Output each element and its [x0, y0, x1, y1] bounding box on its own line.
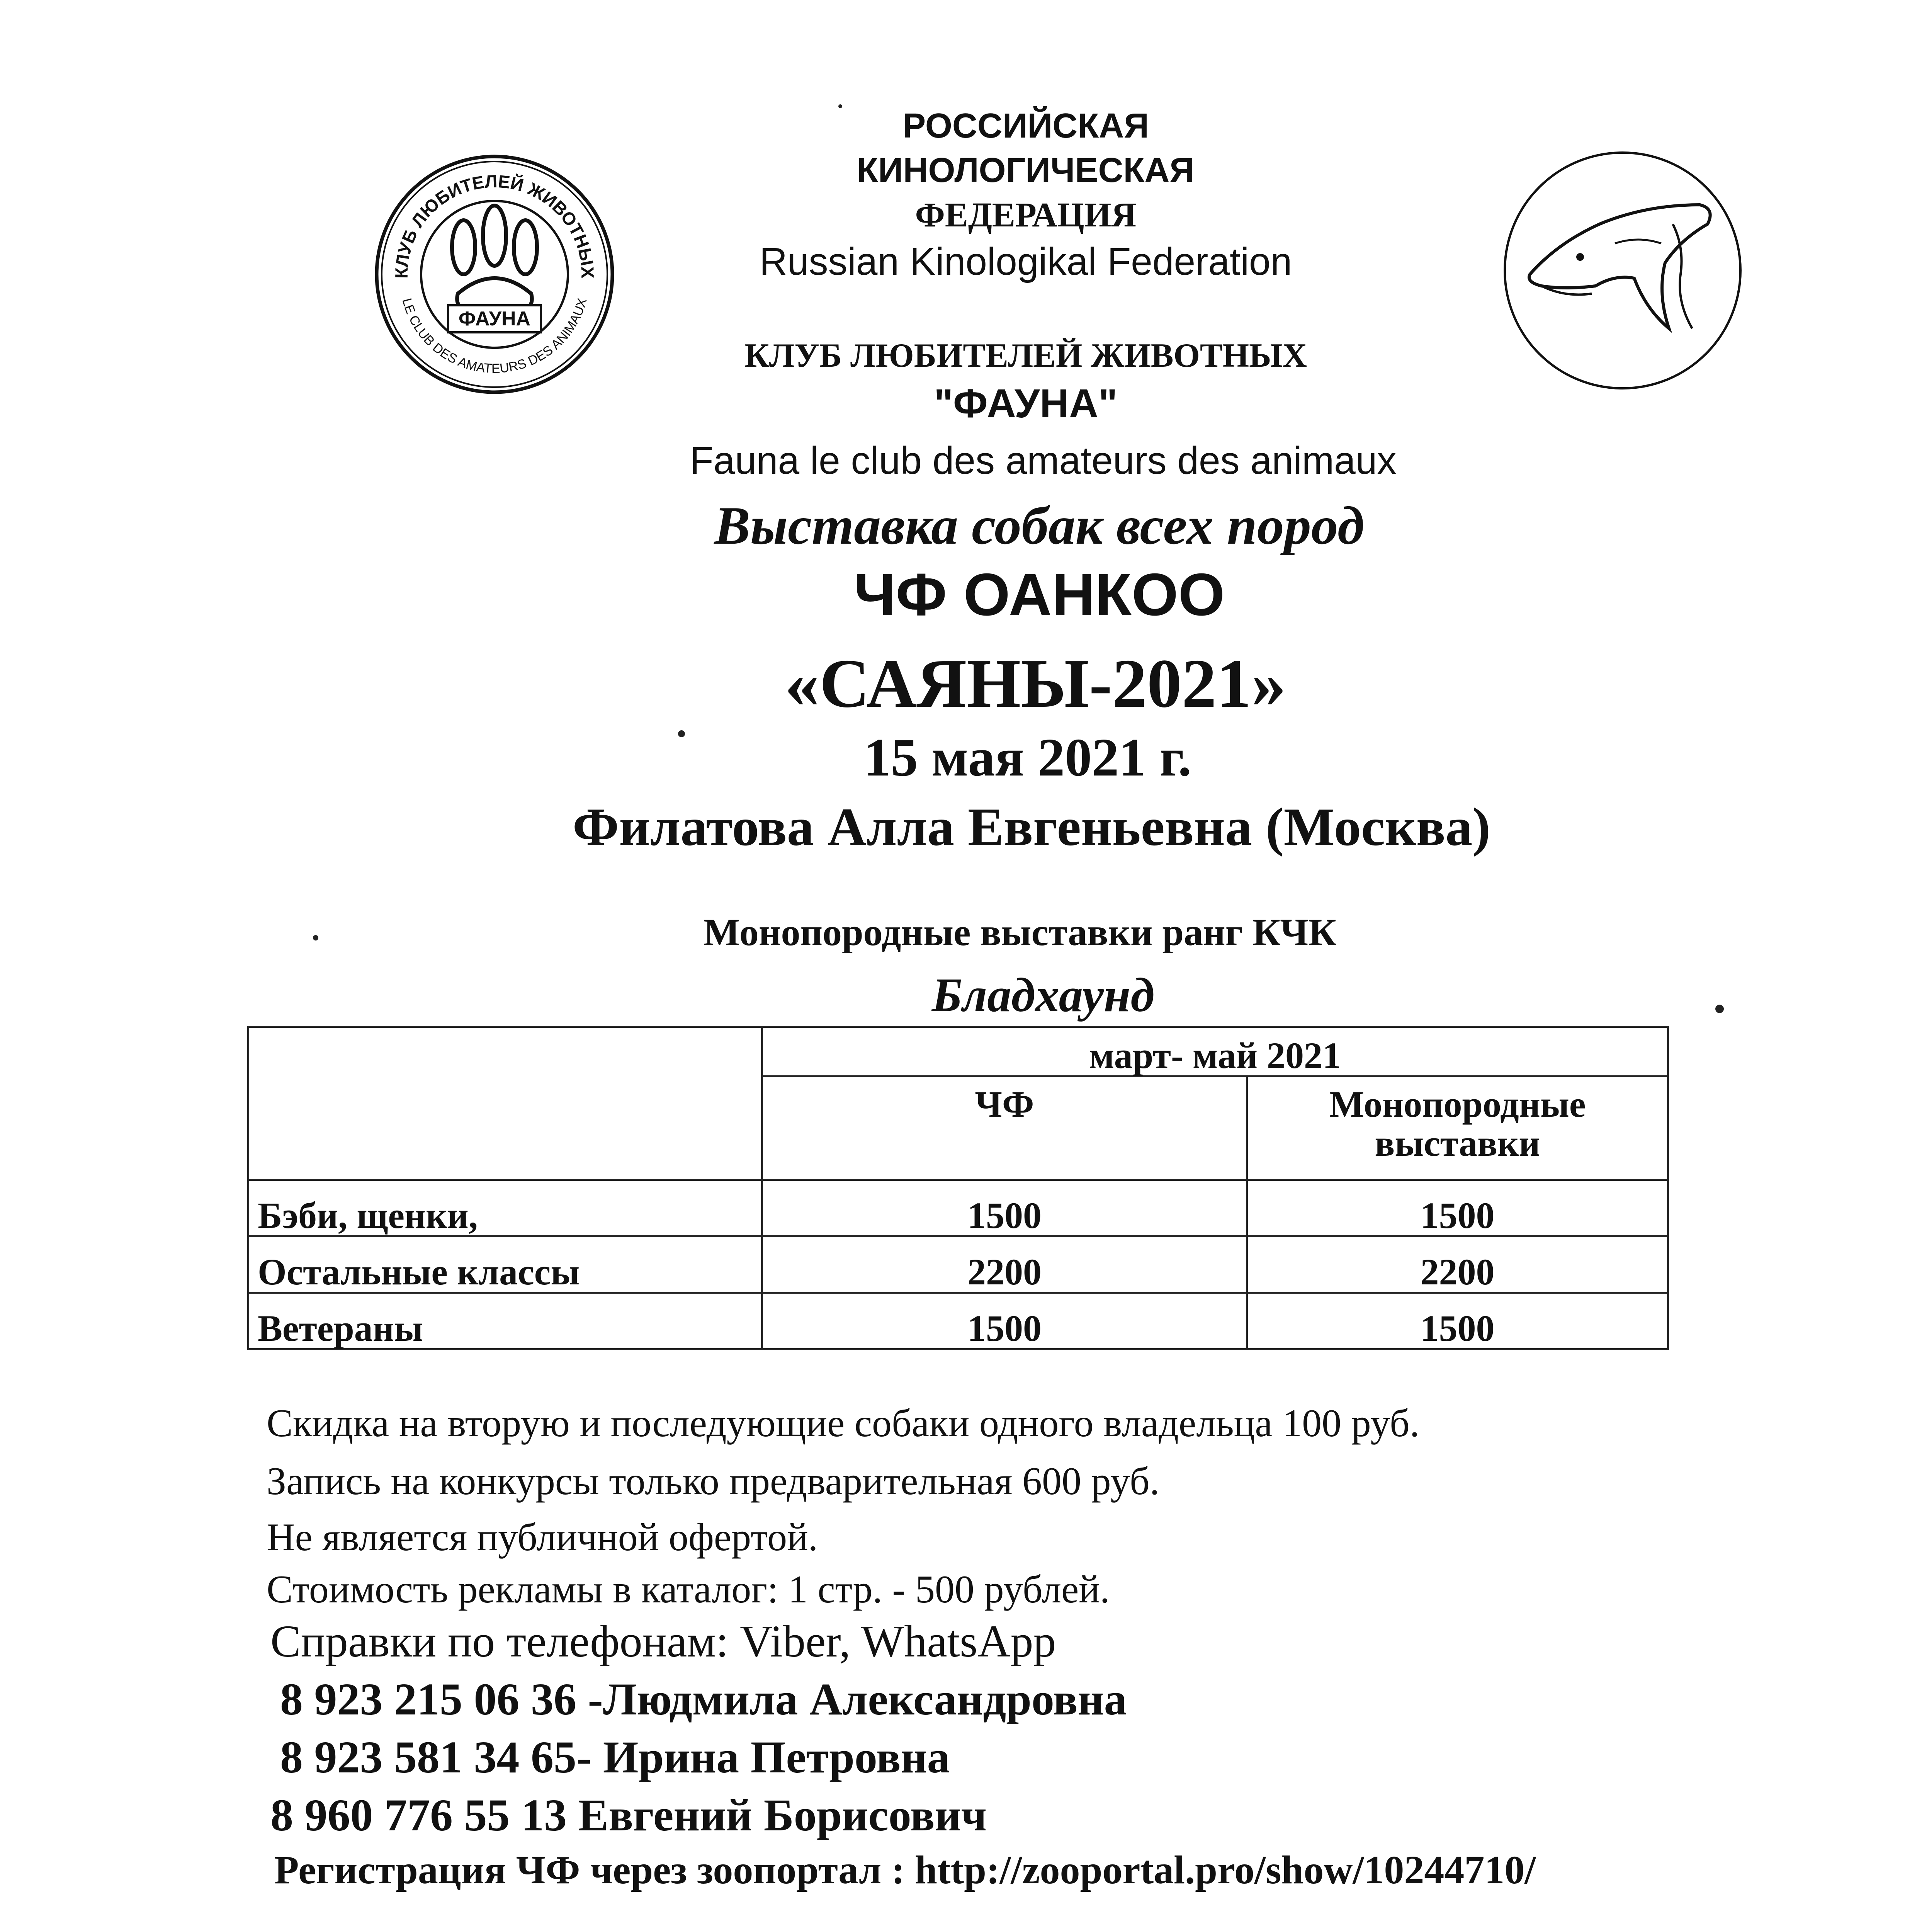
org-line-2: КИНОЛОГИЧЕСКАЯ: [857, 151, 1195, 190]
phone-contact-1: 8 923 215 06 36 -Людмила Александровна: [280, 1674, 1127, 1725]
event-subtitle: Выставка собак всех пород: [714, 496, 1365, 556]
svg-text:ФАУНА: ФАУНА: [458, 308, 531, 330]
event-date: 15 мая 2021 г.: [864, 728, 1191, 787]
event-rank: ЧФ ОАНКОО: [853, 561, 1225, 628]
col-header-cf: ЧФ: [762, 1077, 1247, 1180]
rkf-dog-logo: [1499, 147, 1746, 394]
row-label: Бэби, щенки,: [248, 1180, 762, 1236]
breed-name: Бладхаунд: [931, 969, 1155, 1022]
table-corner-cell: [248, 1027, 762, 1180]
club-french-name: Fauna le club des amateurs des animaux: [690, 439, 1397, 482]
event-judge: Филатова Алла Евгеньевна (Москва): [573, 797, 1490, 857]
fee-mono: 1500: [1247, 1293, 1668, 1349]
scan-speck: [1715, 1005, 1724, 1013]
fee-cf: 1500: [762, 1293, 1247, 1349]
event-name: «САЯНЫ-2021»: [785, 645, 1286, 722]
svg-text:LE CLUB DES AMATEURS DES ANIMA: LE CLUB DES AMATEURS DES ANIMAUX: [399, 296, 590, 376]
fee-period-header: март- май 2021: [762, 1027, 1668, 1077]
table-row: [248, 1236, 1668, 1293]
paw-print-icon: [371, 151, 618, 398]
org-english-name: Russian Kinologikal Federation: [759, 240, 1292, 283]
col-header-mono-line2: выставки: [1375, 1122, 1540, 1164]
scan-speck: [313, 935, 318, 940]
fee-cf: 1500: [762, 1180, 1247, 1236]
borzoi-dog-head-icon: [1499, 147, 1746, 394]
fee-cf: 2200: [762, 1236, 1247, 1293]
row-label: Ветераны: [248, 1293, 762, 1349]
phone-contact-3: 8 960 776 55 13 Евгений Борисович: [270, 1790, 987, 1840]
row-label: Остальные классы: [248, 1236, 762, 1293]
col-header-mono: [1247, 1077, 1668, 1180]
table-row: [248, 1293, 1668, 1349]
club-title: КЛУБ ЛЮБИТЕЛЕЙ ЖИВОТНЫХ: [744, 337, 1307, 374]
scan-speck: [678, 730, 685, 737]
fauna-club-logo: [371, 151, 618, 398]
ads-price-note: Стоимость рекламы в каталог: 1 стр. - 500 рублей.: [267, 1568, 1110, 1611]
fee-mono: 1500: [1247, 1180, 1668, 1236]
col-header-mono-line1: Монопородные: [1329, 1083, 1586, 1125]
fee-table: [247, 1026, 1669, 1350]
club-name: "ФАУНА": [934, 381, 1118, 426]
mono-shows-title: Монопородные выставки ранг КЧК: [703, 911, 1337, 954]
phones-label: Справки по телефонам: Viber, WhatsApp: [270, 1616, 1056, 1667]
org-line-1: РОССИЙСКАЯ: [902, 107, 1149, 145]
scan-speck: [838, 104, 842, 108]
discount-note: Скидка на вторую и последующие собаки одного владельца 100 руб.: [267, 1401, 1420, 1445]
table-row: [248, 1180, 1668, 1236]
contests-note: Запись на конкурсы только предварительная 600 руб.: [267, 1459, 1160, 1503]
org-line-3: ФЕДЕРАЦИЯ: [915, 196, 1137, 234]
phone-contact-2: 8 923 581 34 65- Ирина Петровна: [280, 1732, 950, 1782]
fee-mono: 2200: [1247, 1236, 1668, 1293]
offer-note: Не является публичной офертой.: [267, 1515, 818, 1559]
svg-text:КЛУБ ЛЮБИТЕЛЕЙ ЖИВОТНЫХ: КЛУБ ЛЮБИТЕЛЕЙ ЖИВОТНЫХ: [391, 171, 598, 279]
registration-link[interactable]: Регистрация ЧФ через зоопортал : http://zooportal.pro/show/10244710/: [274, 1848, 1536, 1892]
